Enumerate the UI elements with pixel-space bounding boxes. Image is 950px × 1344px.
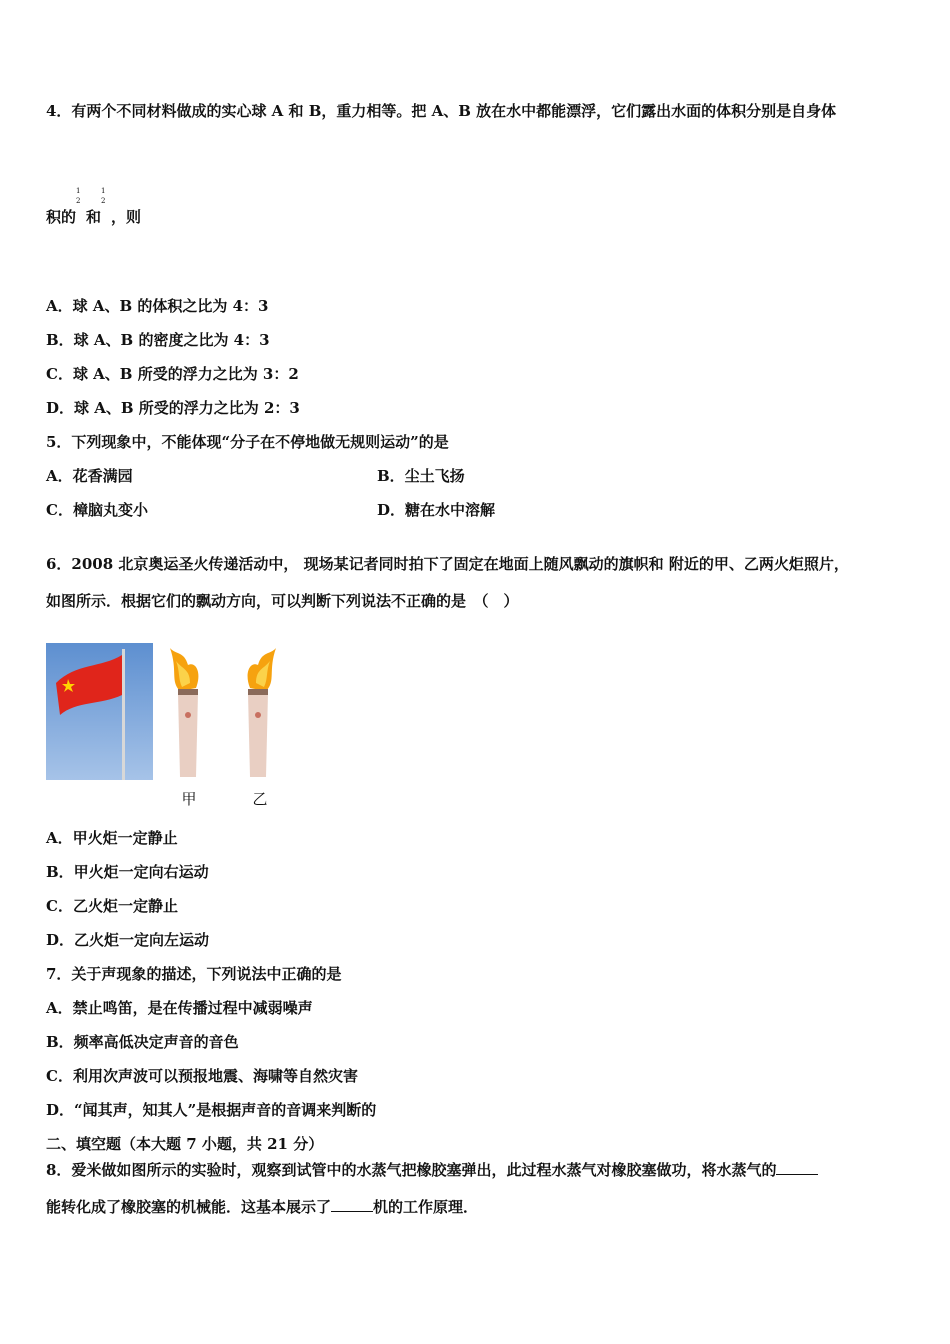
section-heading: 二、填空题（本大题 7 小题，共 21 分） — [46, 1135, 324, 1153]
q5-option-c[interactable]: C．樟脑丸变小 — [46, 501, 148, 519]
torch-jia — [166, 643, 206, 780]
q6-stem-line1: 6．2008 北京奥运圣火传递活动中， 现场某记者同时拍下了固定在地面上随风飘动的旗帜和 附近的甲、乙两火炬照片， — [46, 555, 849, 573]
q7-option-b[interactable]: B．频率高低决定声音的音色 — [46, 1033, 239, 1051]
q4-frac2-den: 2 — [101, 197, 106, 205]
q7-option-c[interactable]: C．利用次声波可以预报地震、海啸等自然灾害 — [46, 1067, 358, 1085]
q8-line1 — [46, 1160, 818, 1180]
q4-fraction-line — [46, 187, 142, 227]
q4-frac1-num: 1 — [76, 187, 81, 195]
q8-line2 — [46, 1197, 478, 1217]
q8-part3: 机的工作原理． — [373, 1198, 479, 1216]
torch-yi — [240, 643, 280, 780]
q6-stem-line2: 如图所示．根据它们的飘动方向，可以判断下列说法不正确的是 （ ） — [46, 592, 519, 610]
q4-fraction-2 — [101, 187, 111, 227]
q4-stem: 4．有两个不同材料做成的实心球 A 和 B，重力相等。把 A、B 放在水中都能漂浮，它们露出水面的体积分别是自身体 — [46, 102, 837, 120]
q4-fraction-1 — [76, 187, 86, 227]
q4-option-b[interactable]: B．球 A、B 的密度之比为 4：3 — [46, 331, 270, 349]
q5-stem: 5．下列现象中，不能体现“分子在不停地做无规则运动”的是 — [46, 433, 449, 451]
q4-frac-suffix: ，则 — [111, 208, 142, 226]
q6-option-a[interactable]: A．甲火炬一定静止 — [46, 829, 178, 847]
torch-label-yi: 乙 — [252, 790, 268, 808]
q6-option-b[interactable]: B．甲火炬一定向右运动 — [46, 863, 209, 881]
q4-frac1-den: 2 — [76, 197, 81, 205]
q5-option-d[interactable]: D．糖在水中溶解 — [377, 501, 496, 519]
q8-blank-1[interactable] — [776, 1160, 818, 1175]
q7-option-d[interactable]: D．“闻其声，知其人”是根据声音的音调来判断的 — [46, 1101, 377, 1119]
q5-option-a[interactable]: A．花香满园 — [46, 467, 133, 485]
q7-option-a[interactable]: A．禁止鸣笛，是在传播过程中减弱噪声 — [46, 999, 313, 1017]
q6-option-d[interactable]: D．乙火炬一定向左运动 — [46, 931, 210, 949]
flag-photo — [46, 643, 153, 780]
q4-option-a[interactable]: A．球 A、B 的体积之比为 4：3 — [46, 297, 269, 315]
q4-frac-mid: 和 — [86, 208, 102, 226]
q4-frac-prefix: 积的 — [46, 208, 77, 226]
q4-option-d[interactable]: D．球 A、B 所受的浮力之比为 2：3 — [46, 399, 300, 417]
q6-figure — [46, 643, 296, 813]
q8-part2: 能转化成了橡胶塞的机械能．这基本展示了 — [46, 1198, 332, 1216]
q4-option-c[interactable]: C．球 A、B 所受的浮力之比为 3：2 — [46, 365, 299, 383]
q8-blank-2[interactable] — [331, 1197, 373, 1212]
q4-frac2-num: 1 — [101, 187, 106, 195]
q5-option-b[interactable]: B．尘土飞扬 — [377, 467, 465, 485]
q8-part1: 8．爱米做如图所示的实验时，观察到试管中的水蒸气把橡胶塞弹出，此过程水蒸气对橡胶塞做功，将水蒸气的 — [46, 1161, 777, 1179]
q7-stem: 7．关于声现象的描述，下列说法中正确的是 — [46, 965, 342, 983]
q6-option-c[interactable]: C．乙火炬一定静止 — [46, 897, 178, 915]
torch-label-jia: 甲 — [181, 790, 197, 808]
